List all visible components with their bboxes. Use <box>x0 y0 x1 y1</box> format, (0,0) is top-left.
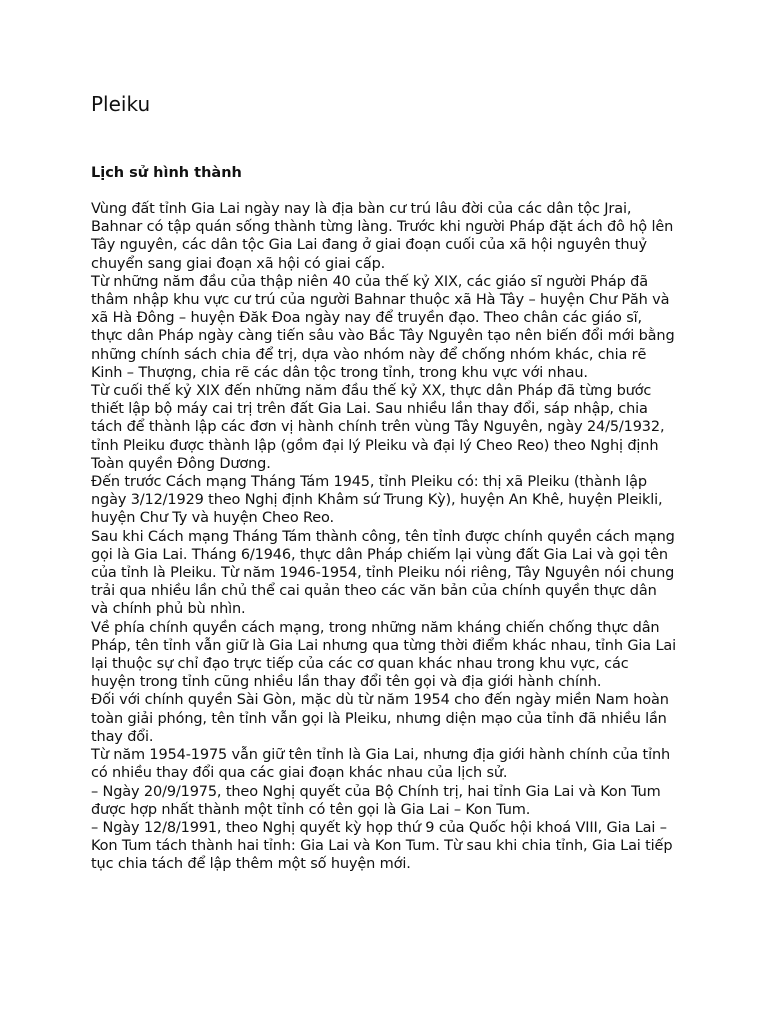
paragraph: Đến trước Cách mạng Tháng Tám 1945, tỉnh Pleiku có: thị xã Pleiku (thành lập ngày 3/12/1929 theo Nghị định Khâm sứ Trung Kỳ), huyện An Khê, huyện Pleikli, huyện Chư Ty và huyện Cheo Reo. <box>91 474 663 527</box>
section-heading: Lịch sử hình thành <box>91 165 242 181</box>
paragraph: Đối với chính quyền Sài Gòn, mặc dù từ năm 1954 cho đến ngày miền Nam hoàn toàn giải phóng, tên tỉnh vẫn gọi là Pleiku, nhưng diện mạo của tỉnh đã nhiều lần thay đổi. <box>91 692 669 745</box>
paragraph: Về phía chính quyền cách mạng, trong những năm kháng chiến chống thực dân Pháp, tên tỉnh vẫn giữ là Gia Lai nhưng qua từng thời điểm khác nhau, tỉnh Gia Lai lại thuộc sự chỉ đạo trực tiếp của các cơ quan khác nhau trong khu vực, các huyện trong tỉnh cũng nhiều lần thay đổi tên gọi và địa giới hành chính. <box>91 619 677 691</box>
paragraph: Sau khi Cách mạng Tháng Tám thành công, tên tỉnh được chính quyền cách mạng gọi là Gia Lai. Tháng 6/1946, thực dân Pháp chiếm lại vùng đất Gia Lai và gọi tên của tỉnh là Pleiku. Từ năm 1946-1954, tỉnh Pleiku nói riêng, Tây Nguyên nói chung trải qua nhiều lần chủ thể cai quản theo các văn bản của chính quyền thực dân và chính phủ bù nhìn. <box>91 528 675 618</box>
body-text <box>91 200 677 874</box>
document-title: Pleiku <box>91 92 151 116</box>
paragraph: Vùng đất tỉnh Gia Lai ngày nay là địa bàn cư trú lâu đời của các dân tộc Jrai, Bahnar có tập quán sống thành từng làng. Trước khi người Pháp đặt ách đô hộ lên Tây nguyên, các dân tộc Gia Lai đang ở giai đoạn cuối của xã hội nguyên thuỷ chuyển sang giai đoạn xã hội có giai cấp. <box>91 201 674 272</box>
paragraph: – Ngày 12/8/1991, theo Nghị quyết kỳ họp thứ 9 của Quốc hội khoá VIII, Gia Lai – Kon Tum tách thành hai tỉnh: Gia Lai và Kon Tum. Từ sau khi chia tỉnh, Gia Lai tiếp tục chia tách để lập thêm một số huyện mới. <box>91 819 673 873</box>
paragraph: Từ cuối thế kỷ XIX đến những năm đầu thế kỷ XX, thực dân Pháp đã từng bước thiết lập bộ máy cai trị trên đất Gia Lai. Sau nhiều lần thay đổi, sáp nhập, chia tách để thành lập các đơn vị hành chính trên vùng Tây Nguyên, ngày 24/5/1932, tỉnh Pleiku được thành lập (gồm đại lý Pleiku và đại lý Cheo Reo) theo Nghị định Toàn quyền Đông Dương. <box>91 383 665 472</box>
paragraph: Từ những năm đầu của thập niên 40 của thế kỷ XIX, các giáo sĩ người Pháp đã thâm nhập khu vực cư trú của người Bahnar thuộc xã Hà Tây – huyện Chư Păh và xã Hà Đông – huyện Đăk Đoa ngày nay để truyền đạo. Theo chân các giáo sĩ, thực dân Pháp ngày càng tiến sâu vào Bắc Tây Nguyên tạo nên biến đổi mới bằng những chính sách chia để trị, dựa vào nhóm này để chống nhóm khác, chia rẽ Kinh – Thượng, chia rẽ các dân tộc trong tỉnh, trong khu vực với nhau. <box>91 273 675 381</box>
paragraph: – Ngày 20/9/1975, theo Nghị quyết của Bộ Chính trị, hai tỉnh Gia Lai và Kon Tum được hợp nhất thành một tỉnh có tên gọi là Gia Lai – Kon Tum. <box>91 783 661 818</box>
paragraph: Từ năm 1954-1975 vẫn giữ tên tỉnh là Gia Lai, nhưng địa giới hành chính của tỉnh có nhiều thay đổi qua các giai đoạn khác nhau của lịch sử. <box>91 747 671 782</box>
